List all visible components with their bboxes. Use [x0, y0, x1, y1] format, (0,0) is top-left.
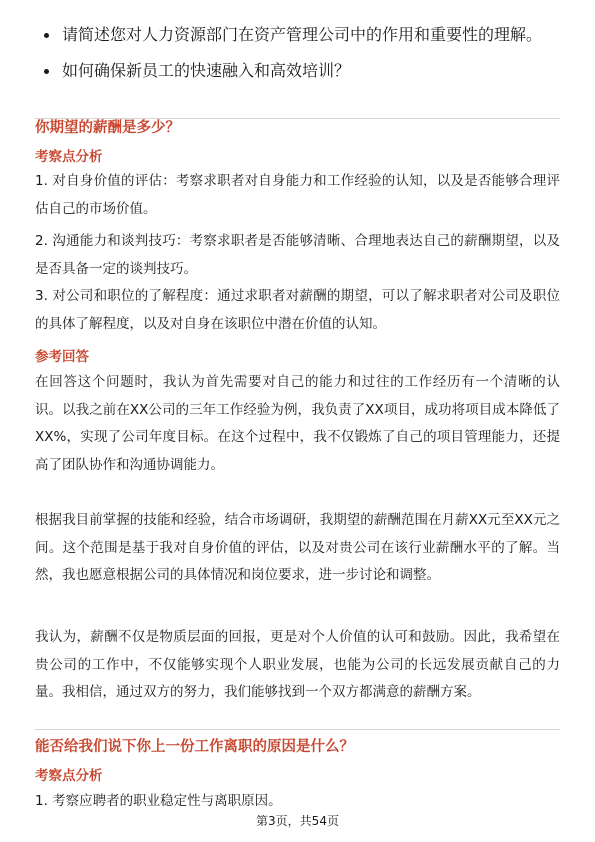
bullet-list	[40, 22, 560, 94]
page-number: 第3页，共54页	[256, 814, 339, 828]
bullet-item	[40, 22, 560, 48]
answer-heading: 参考回答	[35, 349, 89, 365]
analysis-item: 1. 对自身价值的评估：考察求职者对自身能力和工作经验的认知，以及是否能够合理评估自己的市场价值。	[35, 173, 560, 217]
analysis-heading: 考察点分析	[35, 768, 103, 784]
question-heading: 你期望的薪酬是多少？	[35, 120, 180, 136]
bullet-item	[40, 58, 560, 84]
answer-paragraph: 根据我目前掌握的技能和经验，结合市场调研，我期望的薪酬范围在月薪XX元至XX元之间。这个范围是基于我对自身价值的评估，以及对贵公司在该行业薪酬水平的了解。当然，我也愿意根据公司的具体情况和岗位要求，进一步讨论和调整。	[35, 512, 560, 583]
analysis-item: 2. 沟通能力和谈判技巧：考察求职者是否能够清晰、合理地表达自己的薪酬期望，以及是否具备一定的谈判技巧。	[35, 233, 560, 277]
bullet-text: 如何确保新员工的快速融入和高效培训？	[62, 61, 351, 80]
analysis-item: 1. 考察应聘者的职业稳定性与离职原因。	[35, 793, 282, 809]
section-divider	[35, 729, 560, 730]
answer-paragraph: 我认为，薪酬不仅是物质层面的回报，更是对个人价值的认可和鼓励。因此，我希望在贵公司的工作中，不仅能够实现个人职业发展，也能为公司的长远发展贡献自己的力量。我相信，通过双方的努力，我们能够找到一个双方都满意的薪酬方案。	[35, 629, 560, 700]
bullet-dot-icon	[44, 69, 49, 74]
answer-paragraph: 在回答这个问题时，我认为首先需要对自己的能力和过往的工作经历有一个清晰的认识。以我之前在XX公司的三年工作经验为例，我负责了XX项目，成功将项目成本降低了XX%，实现了公司年度目标。在这个过程中，我不仅锻炼了自己的项目管理能力，还提高了团队协作和沟通协调能力。	[35, 374, 560, 473]
analysis-item: 3. 对公司和职位的了解程度：通过求职者对薪酬的期望，可以了解求职者对公司及职位的具体了解程度，以及对自身在该职位中潜在价值的认知。	[35, 288, 560, 332]
analysis-heading: 考察点分析	[35, 149, 103, 165]
bullet-text: 请简述您对人力资源部门在资产管理公司中的作用和重要性的理解。	[62, 25, 543, 44]
bullet-dot-icon	[44, 33, 49, 38]
question-heading: 能否给我们说下你上一份工作离职的原因是什么？	[35, 739, 354, 755]
